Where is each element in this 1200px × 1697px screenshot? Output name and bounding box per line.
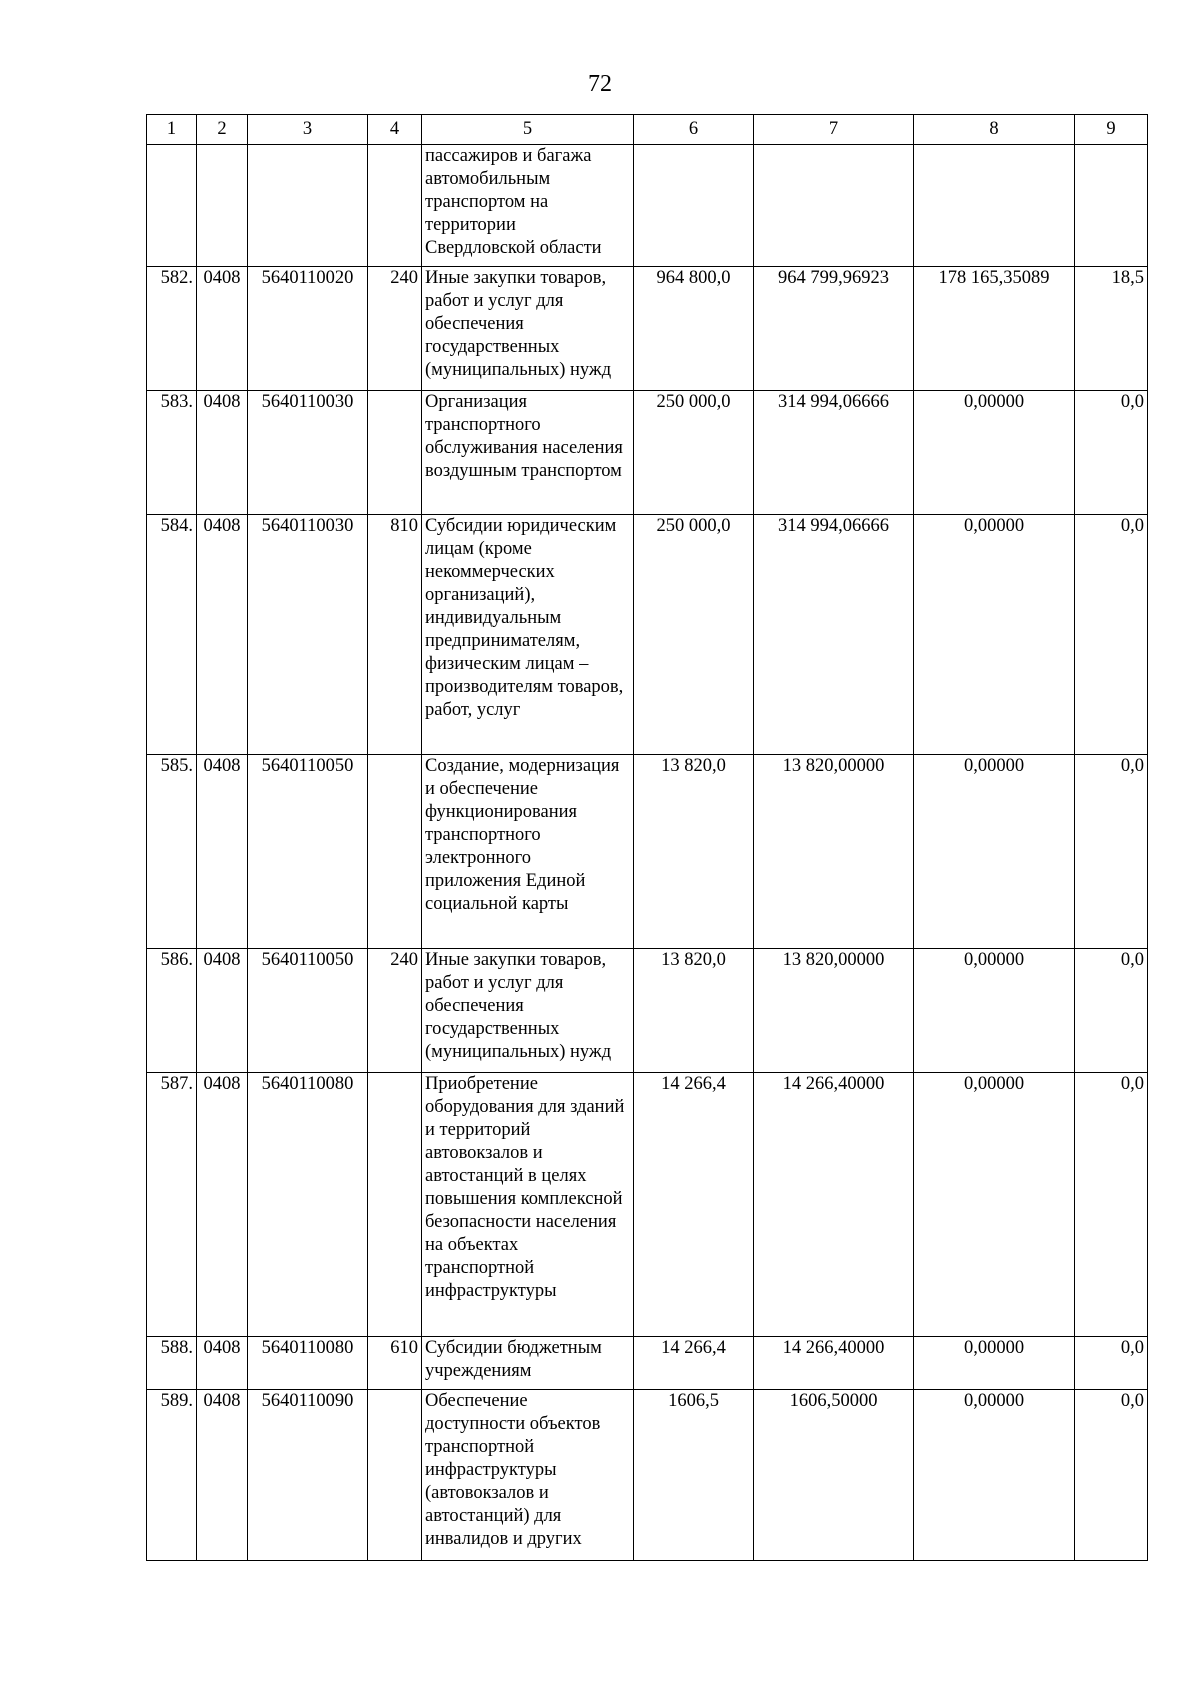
table-row: [147, 1337, 1148, 1390]
executed-amount-cell: 0,00000: [914, 391, 1075, 515]
header-cell: 7: [754, 115, 914, 145]
expense-type-cell: [368, 391, 422, 515]
table-row: [147, 391, 1148, 515]
approved-amount-cell: 13 820,00000: [754, 755, 914, 949]
approved-amount-cell: 14 266,40000: [754, 1337, 914, 1390]
name-cell: Иные закупки товаров, работ и услуг для обеспечения государственных (муниципальных) нужд: [422, 949, 634, 1073]
executed-amount-cell: 0,00000: [914, 1073, 1075, 1337]
executed-amount-cell: 178 165,35089: [914, 267, 1075, 391]
name-cell: пассажиров и багажа автомобильным транспортом на территории Свердловской области: [422, 145, 634, 267]
section-code-cell: 0408: [197, 1337, 248, 1390]
percent-cell: 0,0: [1075, 515, 1148, 755]
planned-amount-cell: 14 266,4: [634, 1337, 754, 1390]
row-number-cell: 584.: [147, 515, 197, 755]
expense-type-cell: 240: [368, 267, 422, 391]
executed-amount-cell: [914, 145, 1075, 267]
executed-amount-cell: 0,00000: [914, 755, 1075, 949]
percent-cell: [1075, 145, 1148, 267]
executed-amount-cell: 0,00000: [914, 515, 1075, 755]
target-code-cell: [248, 145, 368, 267]
expense-type-cell: 610: [368, 1337, 422, 1390]
executed-amount-cell: 0,00000: [914, 949, 1075, 1073]
page-number: 72: [588, 71, 612, 97]
expense-type-cell: 240: [368, 949, 422, 1073]
table-row: [147, 949, 1148, 1073]
name-cell: Приобретение оборудования для зданий и территорий автовокзалов и автостанций в целях повышения комплексной безопасности населения на объектах транспортной инфраструктуры: [422, 1073, 634, 1337]
section-code-cell: 0408: [197, 1390, 248, 1561]
header-cell: 9: [1075, 115, 1148, 145]
name-cell: Иные закупки товаров, работ и услуг для обеспечения государственных (муниципальных) нужд: [422, 267, 634, 391]
target-code-cell: 5640110030: [248, 515, 368, 755]
section-code-cell: 0408: [197, 1073, 248, 1337]
planned-amount-cell: 14 266,4: [634, 1073, 754, 1337]
percent-cell: 0,0: [1075, 949, 1148, 1073]
header-cell: 6: [634, 115, 754, 145]
row-number-cell: 586.: [147, 949, 197, 1073]
percent-cell: 0,0: [1075, 1337, 1148, 1390]
planned-amount-cell: 13 820,0: [634, 755, 754, 949]
expense-type-cell: 810: [368, 515, 422, 755]
expense-type-cell: [368, 1073, 422, 1337]
target-code-cell: 5640110020: [248, 267, 368, 391]
table-row: [147, 267, 1148, 391]
percent-cell: 0,0: [1075, 1073, 1148, 1337]
percent-cell: 0,0: [1075, 1390, 1148, 1561]
approved-amount-cell: [754, 145, 914, 267]
percent-cell: 0,0: [1075, 755, 1148, 949]
target-code-cell: 5640110050: [248, 755, 368, 949]
header-cell: 2: [197, 115, 248, 145]
target-code-cell: 5640110080: [248, 1073, 368, 1337]
row-number-cell: 589.: [147, 1390, 197, 1561]
approved-amount-cell: 14 266,40000: [754, 1073, 914, 1337]
percent-cell: 18,5: [1075, 267, 1148, 391]
header-cell: 3: [248, 115, 368, 145]
name-cell: Создание, модернизация и обеспечение функционирования транспортного электронного приложения Единой социальной карты: [422, 755, 634, 949]
section-code-cell: 0408: [197, 949, 248, 1073]
header-cell: 1: [147, 115, 197, 145]
expense-type-cell: [368, 755, 422, 949]
table-row: [147, 1073, 1148, 1337]
header-cell: 5: [422, 115, 634, 145]
section-code-cell: [197, 145, 248, 267]
row-number-cell: [147, 145, 197, 267]
section-code-cell: 0408: [197, 515, 248, 755]
executed-amount-cell: 0,00000: [914, 1337, 1075, 1390]
section-code-cell: 0408: [197, 755, 248, 949]
approved-amount-cell: 1606,50000: [754, 1390, 914, 1561]
row-number-cell: 585.: [147, 755, 197, 949]
row-number-cell: 588.: [147, 1337, 197, 1390]
executed-amount-cell: 0,00000: [914, 1390, 1075, 1561]
budget-table: [146, 114, 1148, 1561]
approved-amount-cell: 964 799,96923: [754, 267, 914, 391]
target-code-cell: 5640110080: [248, 1337, 368, 1390]
approved-amount-cell: 314 994,06666: [754, 515, 914, 755]
name-cell: Субсидии юридическим лицам (кроме некоммерческих организаций), индивидуальным предпринимателям, физическим лицам – производителям товаров, работ, услуг: [422, 515, 634, 755]
name-cell: Субсидии бюджетным учреждениям: [422, 1337, 634, 1390]
header-cell: 4: [368, 115, 422, 145]
percent-cell: 0,0: [1075, 391, 1148, 515]
section-code-cell: 0408: [197, 267, 248, 391]
name-cell: Обеспечение доступности объектов транспортной инфраструктуры (автовокзалов и автостанций) для инвалидов и других: [422, 1390, 634, 1561]
name-cell: Организация транспортного обслуживания населения воздушным транспортом: [422, 391, 634, 515]
table-row: [147, 515, 1148, 755]
approved-amount-cell: 13 820,00000: [754, 949, 914, 1073]
header-row: [147, 115, 1148, 145]
row-number-cell: 582.: [147, 267, 197, 391]
table-row: [147, 1390, 1148, 1561]
planned-amount-cell: 13 820,0: [634, 949, 754, 1073]
table-row: [147, 755, 1148, 949]
planned-amount-cell: [634, 145, 754, 267]
section-code-cell: 0408: [197, 391, 248, 515]
planned-amount-cell: 250 000,0: [634, 391, 754, 515]
header-cell: 8: [914, 115, 1075, 145]
target-code-cell: 5640110030: [248, 391, 368, 515]
target-code-cell: 5640110050: [248, 949, 368, 1073]
approved-amount-cell: 314 994,06666: [754, 391, 914, 515]
planned-amount-cell: 964 800,0: [634, 267, 754, 391]
expense-type-cell: [368, 145, 422, 267]
row-number-cell: 583.: [147, 391, 197, 515]
table-row: [147, 145, 1148, 267]
planned-amount-cell: 1606,5: [634, 1390, 754, 1561]
target-code-cell: 5640110090: [248, 1390, 368, 1561]
planned-amount-cell: 250 000,0: [634, 515, 754, 755]
row-number-cell: 587.: [147, 1073, 197, 1337]
expense-type-cell: [368, 1390, 422, 1561]
